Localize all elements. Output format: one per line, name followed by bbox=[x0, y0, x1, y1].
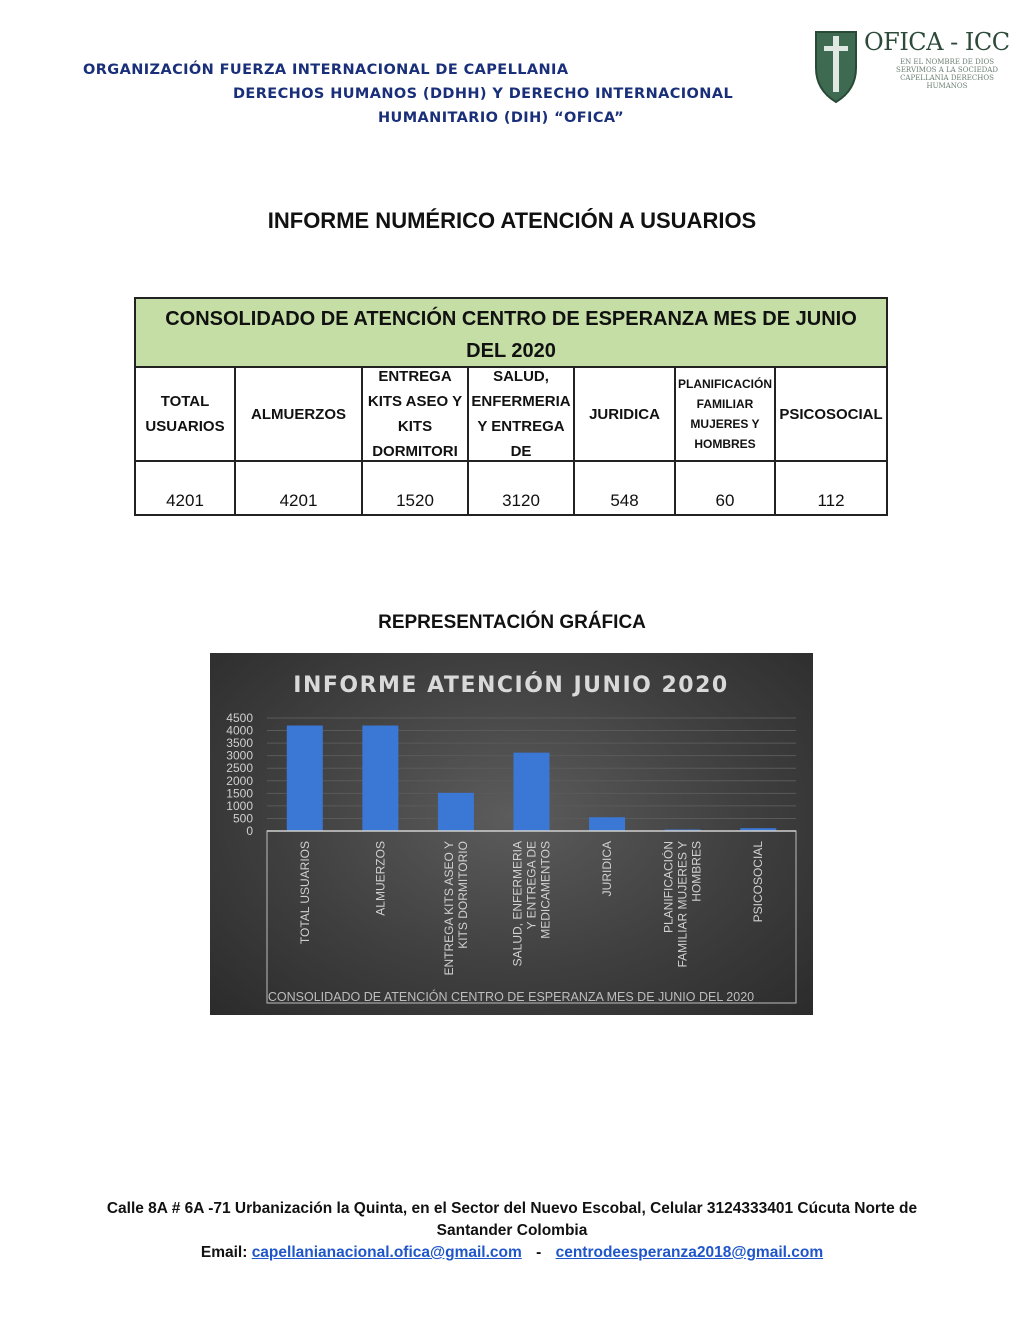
x-tick-label: PLANIFICACIÓN bbox=[661, 841, 676, 934]
table-column-total-usuarios bbox=[136, 368, 236, 514]
column-value: 548 bbox=[610, 491, 639, 510]
y-tick-label: 3500 bbox=[226, 736, 253, 751]
table-column-salud bbox=[469, 368, 575, 514]
footer-address-line1: Calle 8A # 6A -71 Urbanización la Quinta, en el Sector del Nuevo Escobal, Celular 3124333401 Cúcuta Norte de bbox=[106, 1200, 918, 1217]
y-tick-label: 4000 bbox=[226, 723, 253, 738]
consolidated-table bbox=[134, 297, 888, 516]
chart-title: INFORME ATENCIÓN JUNIO 2020 bbox=[293, 673, 729, 698]
x-tick-label: TOTAL USUARIOS bbox=[297, 841, 312, 945]
chart-bar bbox=[362, 726, 398, 831]
y-tick-label: 3000 bbox=[226, 748, 253, 763]
table-column-psicosocial bbox=[776, 368, 886, 514]
column-value: 60 bbox=[715, 491, 735, 510]
x-tick-label: MEDICAMENTOS bbox=[538, 841, 553, 939]
x-axis-title: CONSOLIDADO DE ATENCIÓN CENTRO DE ESPERANZA MES DE JUNIO DEL 2020 bbox=[267, 990, 755, 1004]
ofica-logo bbox=[812, 26, 1008, 106]
x-tick-label: Y ENTREGA DE bbox=[524, 841, 539, 930]
report-title: INFORME NUMÉRICO ATENCIÓN A USUARIOS bbox=[267, 208, 757, 233]
y-tick-label: 2000 bbox=[226, 773, 253, 788]
column-value: 3120 bbox=[502, 491, 540, 510]
x-tick-label: PSICOSOCIAL bbox=[751, 841, 766, 923]
footer-address-line2: Santander Colombia bbox=[436, 1222, 588, 1239]
logo-subtext: EN EL NOMBRE DE DIOS SERVIMOS A LA SOCIEDAD CAPELLANIA DERECHOS HUMANOS bbox=[896, 58, 998, 90]
email-link-2[interactable]: centrodeesperanza2018@gmail.com bbox=[555, 1244, 824, 1261]
logo-text: OFICA - ICC bbox=[864, 28, 1010, 56]
shield-cross-icon bbox=[812, 26, 860, 104]
chart-bar bbox=[438, 793, 474, 831]
chart-heading: REPRESENTACIÓN GRÁFICA bbox=[378, 612, 646, 633]
footer bbox=[0, 1198, 1024, 1264]
bar-chart bbox=[210, 653, 813, 1015]
footer-email-line bbox=[0, 1242, 1024, 1264]
chart-bar bbox=[589, 817, 625, 831]
table-column-planificacion bbox=[676, 368, 776, 514]
chart-bar bbox=[287, 726, 323, 831]
x-tick-label: FAMILIAR MUJERES Y bbox=[675, 841, 690, 968]
x-tick-label: ALMUERZOS bbox=[373, 841, 388, 916]
x-tick-label: KITS DORMITORIO bbox=[455, 841, 470, 949]
org-name-line2: DERECHOS HUMANOS (DDHH) Y DERECHO INTERNACIONAL bbox=[233, 86, 734, 102]
column-header: SALUD, ENFERMERIA Y ENTREGA DE bbox=[469, 368, 573, 462]
y-tick-label: 1500 bbox=[226, 786, 253, 801]
table-column-juridica bbox=[575, 368, 676, 514]
email-separator: - bbox=[536, 1244, 542, 1261]
column-header: PSICOSOCIAL bbox=[776, 368, 886, 462]
table-title: CONSOLIDADO DE ATENCIÓN CENTRO DE ESPERANZA MES DE JUNIO DEL 2020 bbox=[136, 299, 886, 368]
x-tick-label: ENTREGA KITS ASEO Y bbox=[441, 841, 456, 976]
table-column-almuerzos bbox=[236, 368, 363, 514]
y-tick-label: 500 bbox=[232, 811, 253, 826]
column-header: ENTREGA KITS ASEO Y KITS DORMITORI bbox=[363, 368, 467, 462]
column-value: 4201 bbox=[166, 491, 204, 510]
x-tick-label: HOMBRES bbox=[689, 841, 704, 902]
column-header: JURIDICA bbox=[575, 368, 674, 462]
y-tick-label: 1000 bbox=[226, 798, 253, 813]
org-name-line1: ORGANIZACIÓN FUERZA INTERNACIONAL DE CAPELLANIA bbox=[83, 62, 569, 78]
email-label: Email: bbox=[200, 1244, 248, 1261]
y-tick-label: 4500 bbox=[226, 711, 253, 725]
x-tick-label: JURIDICA bbox=[600, 841, 615, 897]
column-header: PLANIFICACIÓN FAMILIAR MUJERES Y HOMBRES bbox=[676, 368, 774, 462]
table-column-kits bbox=[363, 368, 469, 514]
y-tick-label: 0 bbox=[246, 824, 253, 838]
column-value: 1520 bbox=[396, 491, 434, 510]
column-value: 4201 bbox=[279, 491, 318, 510]
email-link-1[interactable]: capellanianacional.ofica@gmail.com bbox=[251, 1244, 522, 1261]
chart-canvas bbox=[210, 653, 813, 1015]
chart-bar bbox=[514, 753, 550, 831]
column-header: ALMUERZOS bbox=[236, 368, 361, 462]
column-header: TOTAL USUARIOS bbox=[136, 368, 234, 462]
x-tick-label: SALUD, ENFERMERIA bbox=[510, 841, 525, 967]
y-tick-label: 2500 bbox=[226, 761, 253, 776]
org-name-line3: HUMANITARIO (DIH) “OFICA” bbox=[378, 110, 625, 126]
column-value: 112 bbox=[817, 491, 845, 510]
